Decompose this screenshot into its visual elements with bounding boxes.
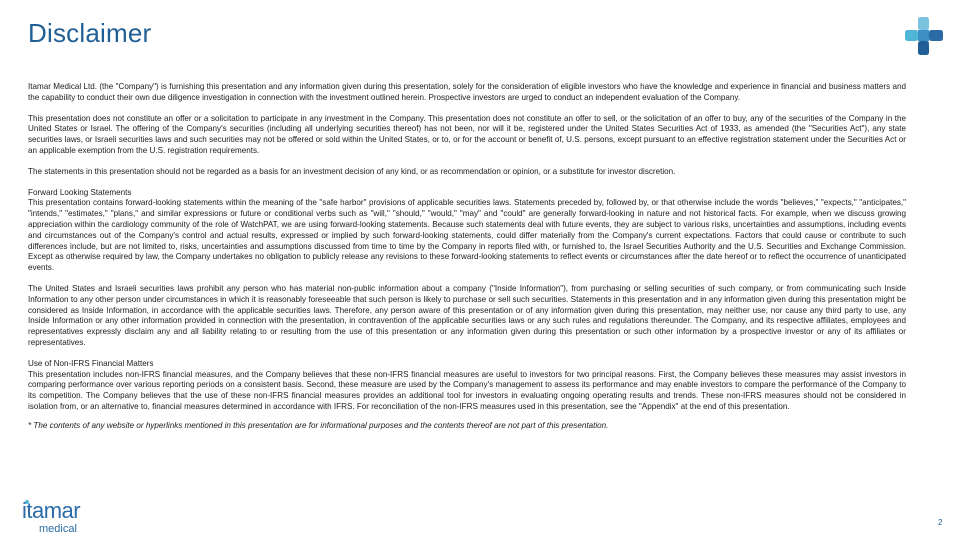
page-title: Disclaimer xyxy=(28,18,152,48)
forward-looking-paragraph: This presentation contains forward-looking statements within the meaning of the "safe harbor" provisions of applicable securities laws. Statements preceded by, followed by, or that otherwise include the words "believes," "expects," "anticipates," "intends," "estimates," "plans," and similar expressions or future or conditional verbs such as "will," "should," "would," "may" and "could" are generally forward-looking in nature and not historical facts. For example, when we discuss growing appreciation within the cardiology community of the role of WatchPAT, we are using forward-looking statements. Because such statements deal with future events, they are subject to various risks, uncertainties and assumptions, including events and circumstances out of the Company's control and actual results, expressed or implied by such forward-looking statements, could differ materially from the Company's current expectations. Factors that could cause or contribute to such differences include, but are not limited to, risks, uncertainties and assumptions discussed from time to time by the Company in reports filed with, or furnished to, the Israel Securities Authority and the U.S. Securities and Exchange Commission. Except as otherwise required by law, the Company undertakes no obligation to publicly release any revisions to these forward-looking statements to reflect events or circumstances after the date hereof or to reflect the occurrence of unanticipated events. xyxy=(28,198,906,273)
intro-paragraph: Itamar Medical Ltd. (the "Company") is furnishing this presentation and any information given during this presentation, solely for the consideration of eligible investors who have the knowledge and experience in financial and business matters and the capability to conduct their own due diligence investigation in connection with the investment outlined herein. Prospective investors are urged to conduct an independent evaluation of the Company. xyxy=(28,82,906,102)
itamar-cross-logo-icon xyxy=(904,16,944,56)
non-ifrs-heading: Use of Non-IFRS Financial Matters xyxy=(28,358,154,368)
logo-wordmark: itamar xyxy=(22,498,81,523)
offer-paragraph: This presentation does not constitute an offer or a solicitation to participate in any investment in the Company. This presentation does not constitute an offer to sell, or the solicitation of an offer to buy, any of the securities of the Company in the United States or Israel. The offering of the Company's securities (including all underlying securities thereof) has not been, nor will it be, registered under the United States Securities Act of 1933, as amended (the "Securities Act"), any state securities laws, or Israeli securities laws and such securities may not be offered or sold within the United States, or to, or for the account or benefit of, U.S. persons, except pursuant to an effective registration statement under the Securities Act or an applicable exemption from the U.S. registration requirements. xyxy=(28,113,906,155)
itamar-medical-logo xyxy=(22,498,92,535)
non-ifrs-paragraph: This presentation includes non-IFRS financial measures, and the Company believes that these non-IFRS financial measures are useful to investors for two principal reasons. First, the Company believes these measures may assist investors in comparing performance over various reporting periods on a consistent basis. Second, these measure are used by the Company's management to assess its performance and may enable investors to compare the performance of the Company to its competition. The Company believes that the use of these non-IFRS financial measures provides an additional tool for investors in evaluating ongoing operating results and trends. These non-IFRS measures should not be considered in isolation from, or an alternative to, financial measures determined in accordance with IFRS. For reconciliation of the non-IFRS measures used in this presentation, see the "Appendix" at the end of this presentation. xyxy=(28,369,906,411)
page-number: 2 xyxy=(938,518,943,527)
forward-looking-heading: Forward Looking Statements xyxy=(28,187,132,197)
investment-decision-paragraph: The statements in this presentation should not be regarded as a basis for an investment decision of any kind, or as recommendation or opinion, or a substitute for investor discretion. xyxy=(28,166,676,176)
disclaimer-body xyxy=(28,82,906,442)
footnote: * The contents of any website or hyperlinks mentioned in this presentation are for informational purposes and the contents thereof are not part of this presentation. xyxy=(28,420,609,430)
logo-subtext: medical xyxy=(39,523,77,535)
inside-information-paragraph: The United States and Israeli securities laws prohibit any person who has material non-public information about a company ("Inside Information"), from purchasing or selling securities of such company, or from communicating such Inside Information to any other person under circumstances in which it is reasonably foreseeable that such person is likely to purchase or sell such securities. Statements in this presentation and in any information given during this presentation might be considered as Inside Information, in accordance with the applicable securities laws. Therefore, any person aware of this presentation or of any information given during this presentation, may neither use, nor cause any third party to use, any Inside Information or any other information provided in connection with the presentation, in contravention of the applicable securities laws or any such rules and regulations thereunder. The Company, and its respective affiliates, employees and representatives expressly disclaim any and all liability relating to or resulting from the use of this presentation or any information given during this presentation or such other information by a prospective investor or any of its affiliates or representatives. xyxy=(28,283,906,347)
